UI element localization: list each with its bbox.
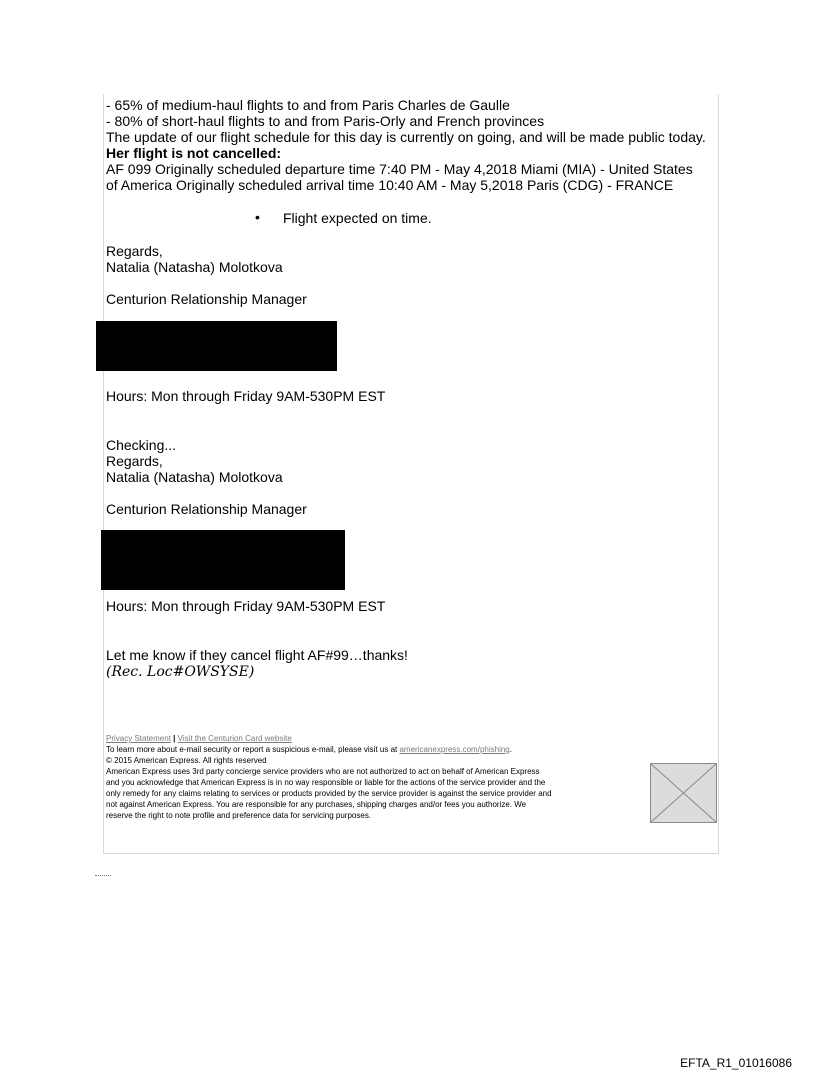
footer-links	[106, 734, 292, 744]
page-mark	[95, 872, 111, 876]
flight-status: Flight expected on time.	[283, 210, 432, 226]
redaction-block	[101, 530, 345, 590]
disclaimer-line: reserve the right to note profile and preference data for servicing purposes.	[106, 811, 372, 820]
sig2-regards: Regards,	[106, 453, 163, 469]
privacy-statement-link[interactable]: Privacy Statement	[106, 734, 171, 743]
sig1-regards: Regards,	[106, 243, 163, 259]
not-cancelled-heading: Her flight is not cancelled:	[106, 145, 282, 161]
bullet-icon: •	[255, 209, 260, 225]
document-id: EFTA_R1_01016086	[680, 1056, 792, 1070]
missing-image-icon	[650, 763, 717, 823]
phishing-link[interactable]: americanexpress.com/phishing	[399, 745, 510, 754]
sig1-name: Natalia (Natasha) Molotkova	[106, 259, 283, 275]
checking-line: Checking...	[106, 437, 177, 453]
request-line: Let me know if they cancel flight AF#99…thanks!	[106, 647, 408, 663]
security-line	[106, 745, 512, 755]
disclaimer-line: American Express uses 3rd party concierge service providers who are not authorized to act on behalf of American Express	[106, 767, 540, 776]
disclaimer-line: and you acknowledge that American Express is in no way responsible or liable for the actions of the service provider and the	[106, 778, 546, 787]
stat-short-haul: - 80% of short-haul flights to and from Paris-Orly and French provinces	[106, 113, 545, 129]
disclaimer-line: only remedy for any claims relating to services or products provided by the service provider is against the service provider and	[106, 789, 552, 798]
flight-line-1: AF 099 Originally scheduled departure time 7:40 PM - May 4,2018 Miami (MIA) - United States	[106, 161, 693, 177]
disclaimer-line: not against American Express. You are responsible for any purchases, shipping charges and/or fees you authorize. We	[106, 800, 527, 809]
footer-separator: |	[173, 734, 176, 743]
security-line-period: .	[509, 745, 512, 754]
copyright: © 2015 American Express. All rights reserved	[106, 756, 267, 765]
sig1-hours: Hours: Mon through Friday 9AM-530PM EST	[106, 388, 386, 404]
record-locator: (Rec. Loc#OWSYSE)	[106, 664, 255, 680]
security-line-text: To learn more about e-mail security or report a suspicious e-mail, please visit us at	[106, 745, 400, 754]
redaction-block	[96, 321, 337, 371]
sig2-name: Natalia (Natasha) Molotkova	[106, 469, 283, 485]
centurion-card-link[interactable]: Visit the Centurion Card website	[177, 734, 292, 743]
stat-medium-haul: - 65% of medium-haul flights to and from Paris Charles de Gaulle	[106, 97, 510, 113]
sig2-hours: Hours: Mon through Friday 9AM-530PM EST	[106, 598, 386, 614]
sig1-title: Centurion Relationship Manager	[106, 291, 307, 307]
sig2-title: Centurion Relationship Manager	[106, 501, 307, 517]
update-line: The update of our flight schedule for this day is currently on going, and will be made public today.	[106, 129, 706, 145]
flight-line-2: of America Originally scheduled arrival time 10:40 AM - May 5,2018 Paris (CDG) - FRANCE	[106, 177, 674, 193]
